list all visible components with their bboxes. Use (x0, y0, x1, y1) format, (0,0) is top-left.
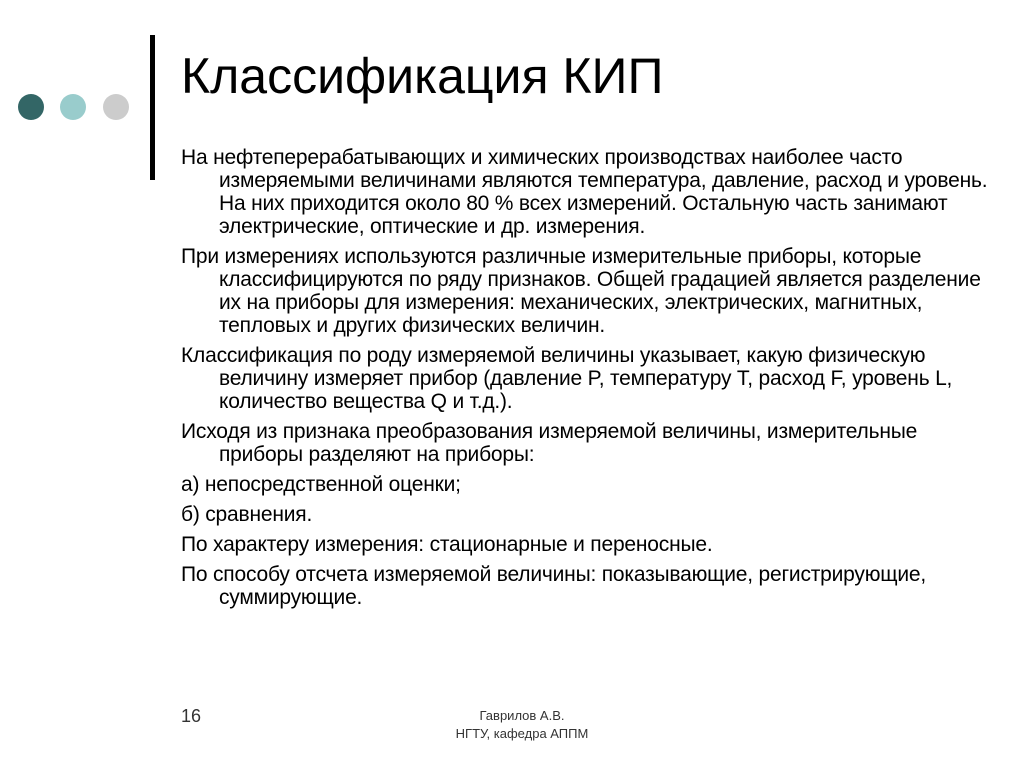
slide-body (181, 146, 993, 616)
body-paragraph: Классификация по роду измеряемой величины указывает, какую физическую величину измеряет прибор (давление P, температуру T, расход F, уровень L, количество вещества Q и т.д.). (181, 344, 953, 413)
body-paragraph: По характеру измерения: стационарные и переносные. (181, 533, 713, 556)
slide-number: 16 (181, 706, 202, 726)
slide-title: Классификация КИП (181, 48, 664, 104)
body-paragraph: По способу отсчета измеряемой величины: показывающие, регистрирующие, суммирующие. (181, 563, 926, 609)
body-paragraph: На нефтеперерабатывающих и химических производствах наиболее часто измеряемыми величинами являются температура, давление, расход и уровень. На них приходится около 80 % всех измерений. Остальную часть занимают электрические, оптические и др. измерения. (181, 146, 988, 238)
decorative-dot-gray (103, 94, 129, 120)
body-paragraph: а) непосредственной оценки; (181, 473, 461, 496)
title-divider-line (150, 35, 155, 180)
footer-author: Гаврилов А.В. (479, 708, 565, 723)
decorative-dot-teal (60, 94, 86, 120)
body-paragraph: При измерениях используются различные измерительные приборы, которые классифицируются по ряду признаков. Общей градацией является разделение их на приборы для измерения: механических, электрических, магнитных, тепловых и других физических величин. (181, 245, 981, 337)
footer (412, 707, 632, 743)
decorative-dot-dark (18, 94, 44, 120)
body-paragraph: Исходя из признака преобразования измеряемой величины, измерительные приборы разделяют на приборы: (181, 420, 918, 466)
footer-affiliation: НГТУ, кафедра АППМ (455, 726, 589, 741)
body-paragraph: б) сравнения. (181, 503, 313, 526)
